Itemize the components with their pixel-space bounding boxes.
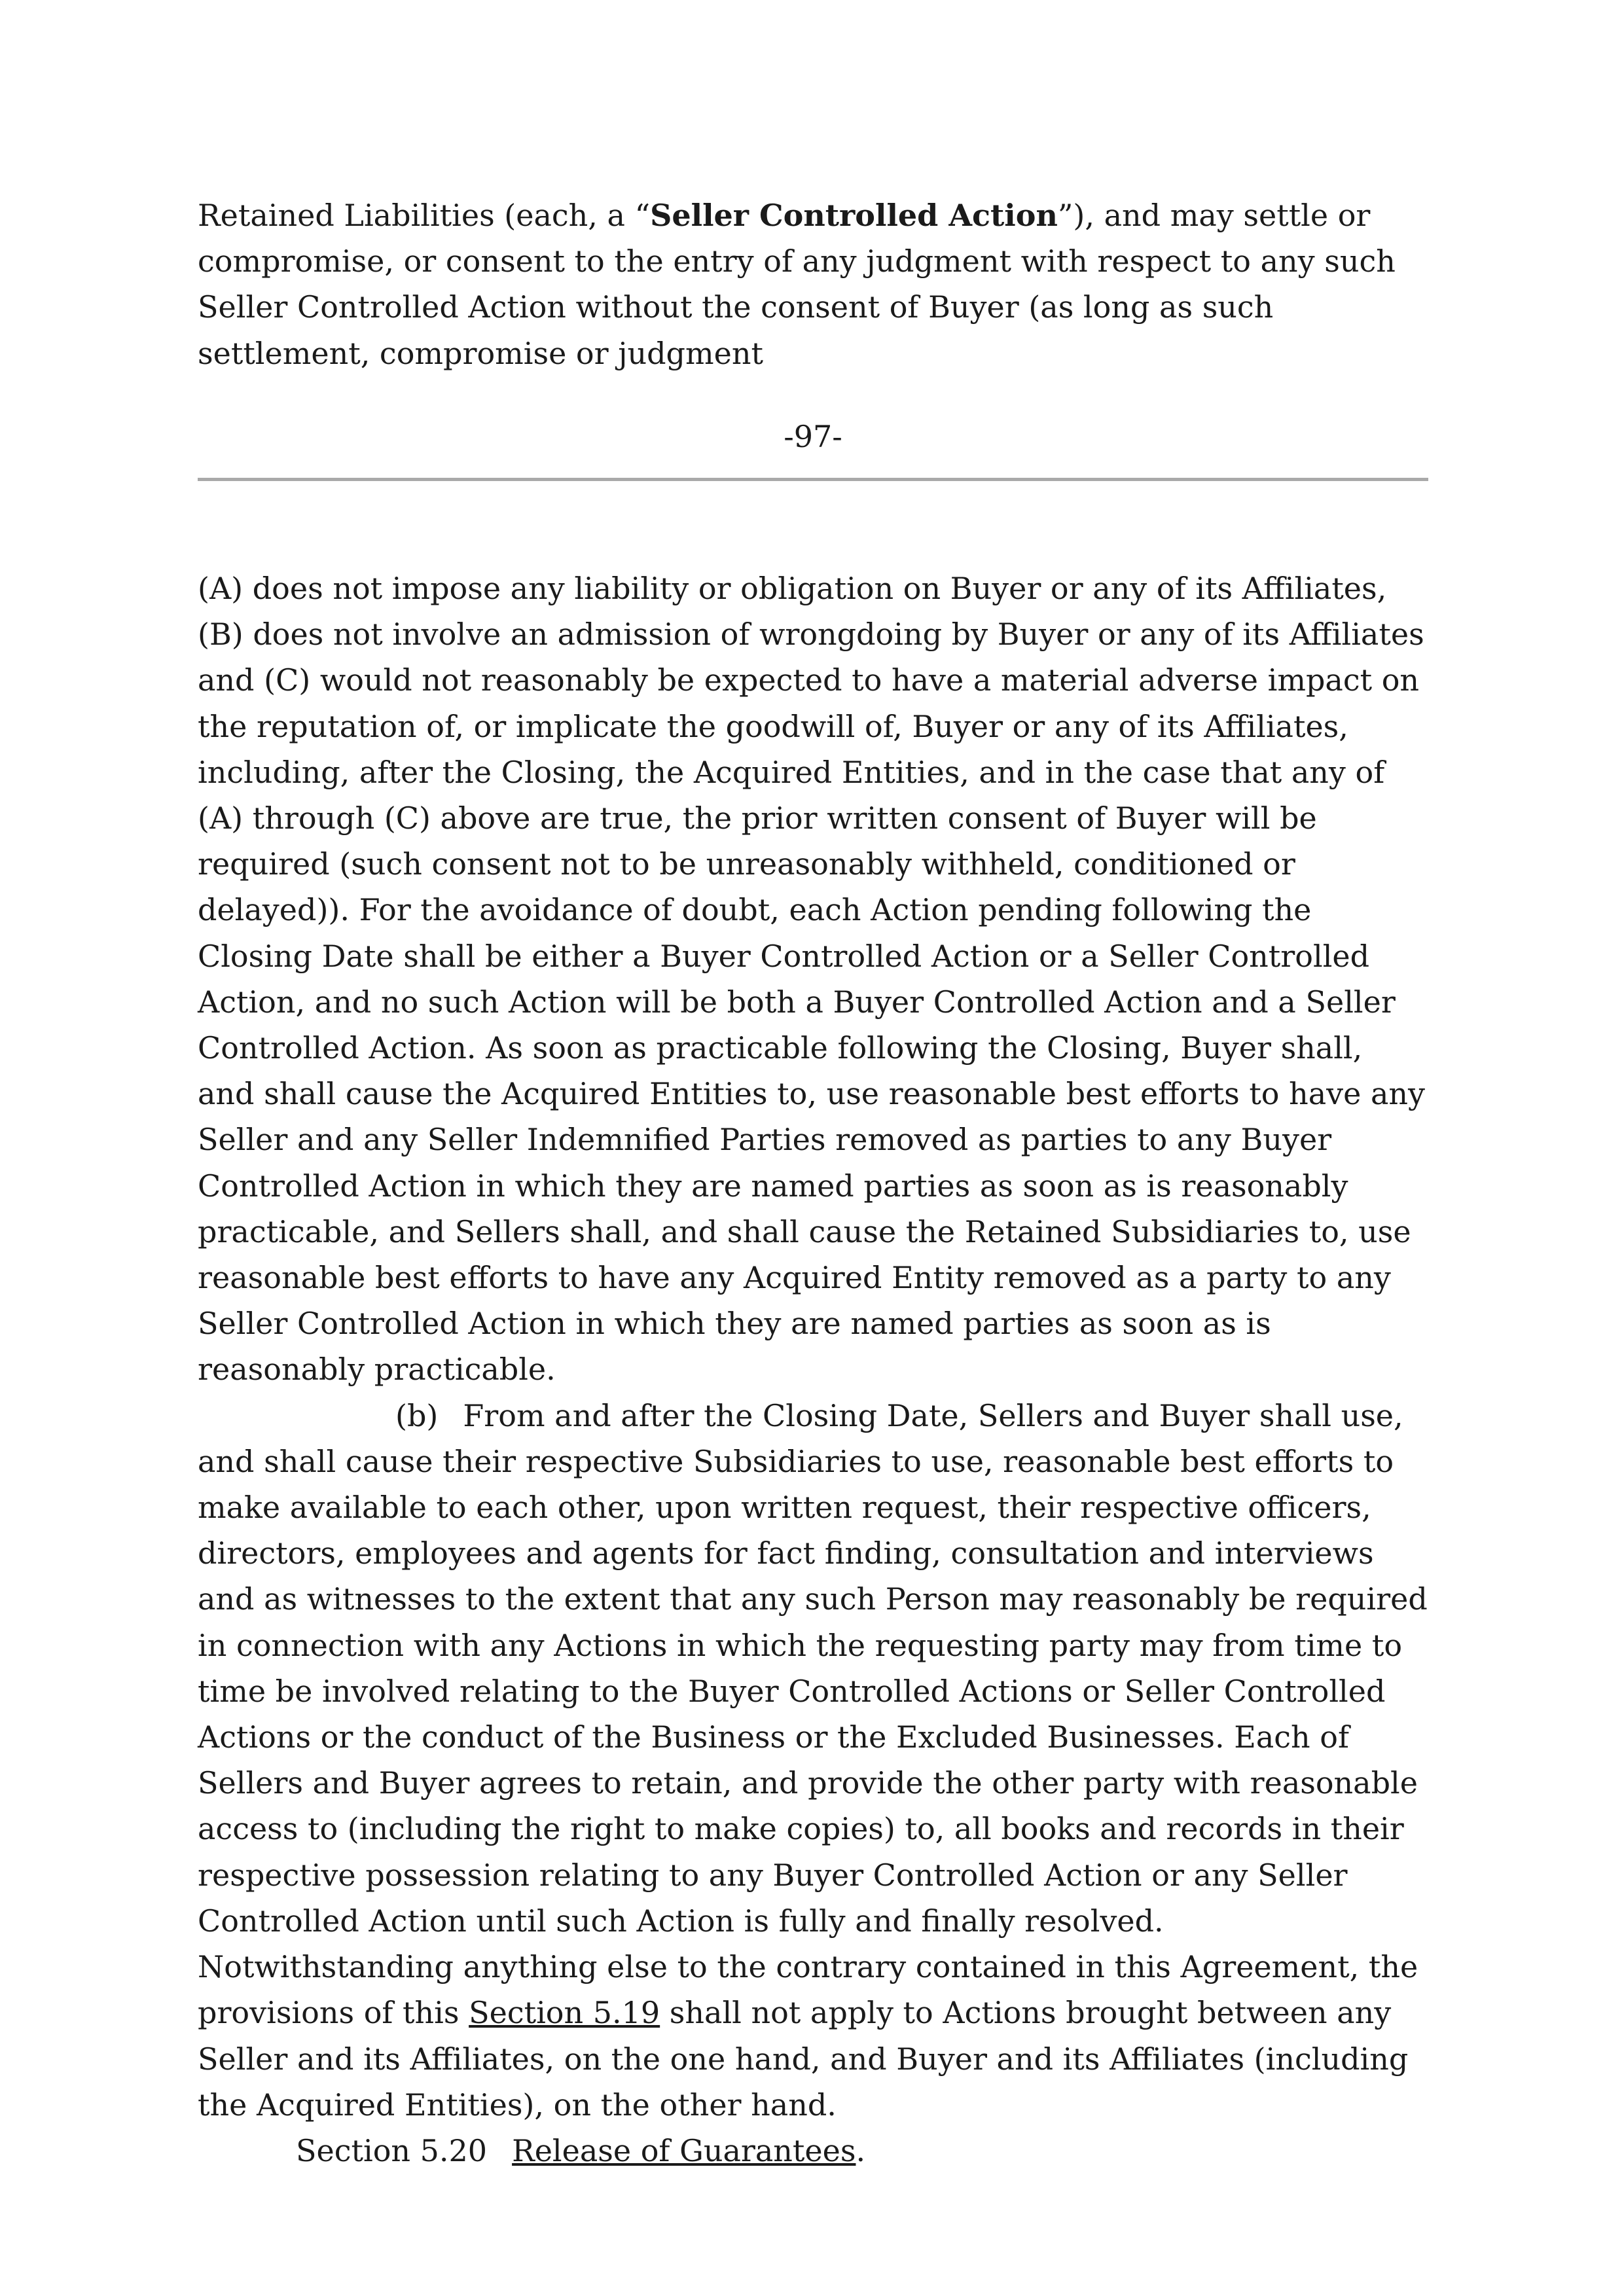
page-break-divider — [198, 478, 1428, 481]
continuation-paragraph: (A) does not impose any liability or obligation on Buyer or any of its Affiliates, (B) does not involve an admission of wrongdoing by Buyer or any of its Affiliates and (C) would not reasonably be expected to have a material adverse impact on the reputation of, or implicate the goodwill of, Buyer or any of its Affiliates, including, after the Closing, the Acquired Entities, and in the case that any of (A) through (C) above are true, the prior written consent of Buyer will be required (such consent not to be unreasonably withheld, conditioned or delayed)). For the avoidance of doubt, each Action pending following the Closing Date shall be either a Buyer Controlled Action or a Seller Controlled Action, and no such Action will be both a Buyer Controlled Action and a Seller Controlled Action. As soon as practicable following the Closing, Buyer shall, and shall cause the Acquired Entities to, use reasonable best efforts to have any Seller and any Seller Indemnified Parties removed as parties to any Buyer Controlled Action in which they are named parties as soon as is reasonably practicable, and Sellers shall, and shall cause the Retained Subsidiaries to, use reasonable best efforts to have any Acquired Entity removed as a party to any Seller Controlled Action in which they are named parties as soon as is reasonably practicable. — [198, 571, 1426, 1388]
section-5-20-heading — [198, 2128, 1428, 2174]
page-number: -97- — [784, 419, 842, 454]
section-title: Release of Guarantees — [512, 2132, 856, 2168]
top-paragraph-text-start: Retained Liabilities (each, a “ — [198, 198, 651, 233]
document-page — [198, 0, 1428, 2296]
page-body — [198, 565, 1428, 2174]
paragraph-b — [198, 1393, 1428, 2128]
paragraph-b-text-start: From and after the Closing Date, Sellers and Buyer shall use, and shall cause their respective Subsidiaries to use, reasonable best efforts to make available to each other, upon written request, their respective officers, directors, employees and agents for fact finding, consultation and interviews and as witnesses to the extent that any such Person may reasonably be required in connection with any Actions in which the requesting party may from time to time be involved relating to the Buyer Controlled Actions or Seller Controlled Actions or the conduct of the Business or the Excluded Businesses. Each of Sellers and Buyer agrees to retain, and provide the other party with reasonable access to (including the right to make copies) to, all books and records in their respective possession relating to any Buyer Controlled Action or any Seller Controlled Action until such Action is fully and finally resolved. Notwithstanding anything else to the contrary contained in this Agreement, the provisions of this — [198, 1397, 1428, 2031]
section-number: Section 5.20 — [296, 2132, 488, 2168]
paragraph-b-text-end: shall not apply to Actions brought between any Seller and its Affiliates, on the one hand, and Buyer and its Affiliates (including the Acquired Entities), on the other hand. — [198, 1995, 1409, 2123]
section-5-19-link[interactable]: Section 5.19 — [469, 1995, 660, 2031]
defined-term-seller-controlled-action: Seller Controlled Action — [650, 198, 1058, 233]
top-paragraph — [198, 192, 1428, 376]
section-title-period: . — [856, 2132, 866, 2168]
paragraph-b-label: (b) — [395, 1397, 439, 1433]
top-paragraph-text-end: ”), and may settle or compromise, or consent to the entry of any judgment with respect to any such Seller Controlled Action without the consent of Buyer (as long as such settlement, compromise or judgment — [198, 198, 1396, 371]
